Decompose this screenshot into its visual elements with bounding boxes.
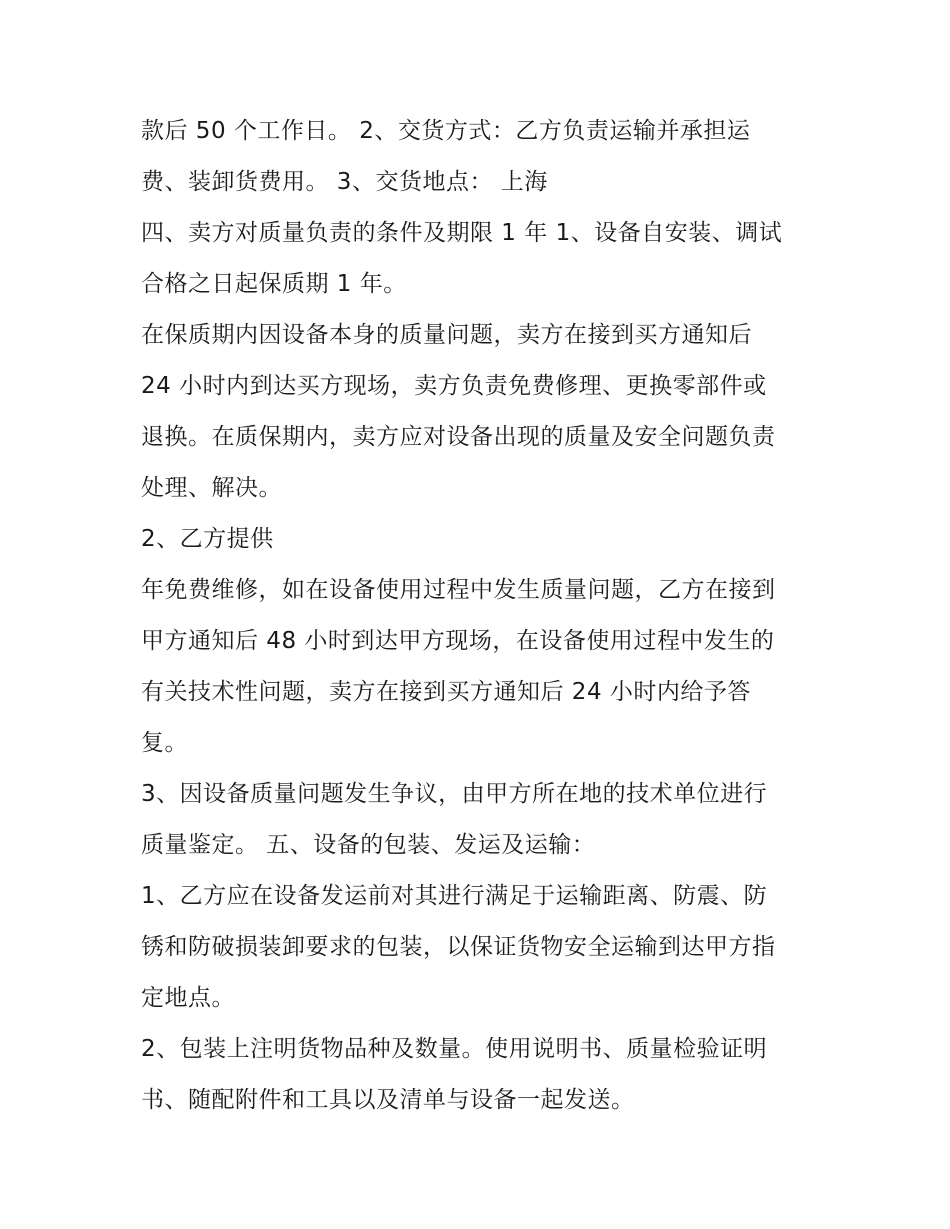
text-line: 复。 <box>141 730 188 756</box>
document-body <box>141 106 831 1126</box>
text-line: 锈和防破损装卸要求的包装，以保证货物安全运输到达甲方指 <box>141 934 776 960</box>
text-line: 合格之日起保质期 1 年。 <box>141 271 407 297</box>
text-line: 1、乙方应在设备发运前对其进行满足于运输距离、防震、防 <box>141 883 768 909</box>
text-line: 3、因设备质量问题发生争议，由甲方所在地的技术单位进行 <box>141 781 768 807</box>
text-line: 在保质期内因设备本身的质量问题，卖方在接到买方通知后 <box>141 322 752 348</box>
text-line: 处理、解决。 <box>141 475 282 501</box>
text-line: 2、乙方提供 <box>141 526 274 552</box>
text-line: 24 小时内到达买方现场，卖方负责免费修理、更换零部件或 <box>141 373 767 399</box>
text-line: 有关技术性问题，卖方在接到买方通知后 24 小时内给予答 <box>141 679 751 705</box>
text-line: 2、包装上注明货物品种及数量。使用说明书、质量检验证明 <box>141 1036 768 1062</box>
text-line: 定地点。 <box>141 985 235 1011</box>
text-line: 质量鉴定。 五、设备的包装、发运及运输： <box>141 832 596 858</box>
text-line: 费、装卸货费用。 3、交货地点： 上海 <box>141 169 548 195</box>
text-line: 四、卖方对质量负责的条件及期限 1 年 1、设备自安装、调试 <box>141 220 783 246</box>
text-line: 款后 50 个工作日。 2、交货方式：乙方负责运输并承担运 <box>141 118 751 144</box>
text-line: 年免费维修，如在设备使用过程中发生质量问题，乙方在接到 <box>141 577 776 603</box>
text-line: 甲方通知后 48 小时到达甲方现场，在设备使用过程中发生的 <box>141 628 775 654</box>
text-line: 书、随配附件和工具以及清单与设备一起发送。 <box>141 1087 635 1113</box>
text-line: 退换。在质保期内，卖方应对设备出现的质量及安全问题负责 <box>141 424 776 450</box>
